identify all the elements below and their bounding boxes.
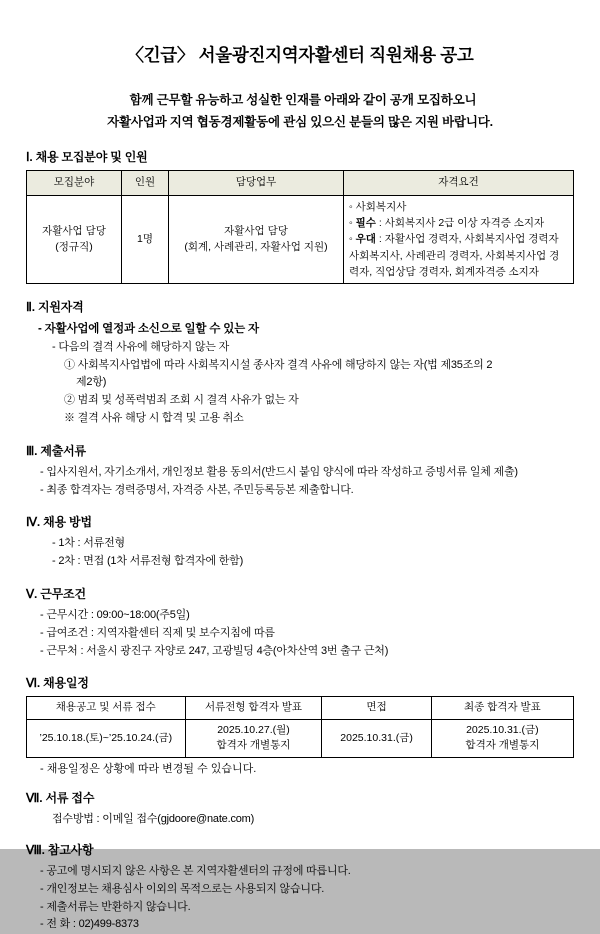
submission-line-1: 접수방법 : 이메일 접수(gjdoore@nate.com) [52,813,255,826]
section-heading-recruit: Ⅰ. 채용 모집분야 및 인원 [26,150,148,164]
schedule-note: - 채용일정은 상황에 따라 변경될 수 있습니다. [40,762,257,775]
col-final-result: 최종 합격자 발표 [431,697,573,720]
col-qualification: 자격요건 [344,171,574,196]
section-heading-submission: Ⅶ. 서류 접수 [26,791,95,806]
notes-body [26,863,574,934]
documents-body [26,464,574,500]
cell-interview-date: 2025.10.31.(금) [322,720,431,757]
notes-line-3: - 제출서류는 반환하지 않습니다. [40,900,191,913]
conditions-line-1: - 근무시간 : 09:00~18:00(주5일) [40,609,190,622]
cell-field [27,195,122,283]
col-duty: 담당업무 [169,171,344,196]
table-row [27,195,574,283]
notes-line-1: - 공고에 명시되지 않은 사항은 본 지역자활센터의 규정에 따릅니다. [40,864,351,877]
method-body [26,535,574,571]
conditions-body [26,607,574,660]
col-field: 모집분야 [27,171,122,196]
section-heading-method: Ⅳ. 채용 방법 [26,515,92,530]
eligibility-line-2: ① 사회복지사업법에 따라 사회복지시설 종사자 결격 사유에 해당하지 않는 자(법 제35조의 2 [64,358,493,371]
cell-qualification [344,195,574,283]
eligibility-line-5: ※ 결격 사유 해당 시 합격 및 고용 취소 [64,411,244,424]
col-count: 인원 [122,171,169,196]
eligibility-body [26,320,574,428]
schedule-row [27,720,574,757]
field-line-1: 자활사업 담당 [42,225,106,238]
col-interview: 면접 [322,697,431,720]
section-heading-notes: Ⅷ. 참고사항 [26,842,94,857]
table-header-row [27,171,574,196]
duty-line-1: 자활사업 담당 [224,225,288,238]
notes-line-2: - 개인정보는 채용심사 이외의 목적으로는 사용되지 않습니다. [40,882,325,895]
notes-line-4: - 전 화 : 02)499-8373 [40,918,139,931]
schedule-table [26,696,574,757]
intro-line-2: 자활사업과 지역 협동경제활동에 관심 있으신 분들의 많은 지원 바랍니다. [107,115,493,130]
section-heading-documents: Ⅲ. 제출서류 [26,443,86,458]
cell-apply-period: ’25.10.18.(토)~’25.10.24.(금) [27,720,186,757]
doc-result-date: 2025.10.27.(월) [217,724,290,737]
section-heading-conditions: Ⅴ. 근무조건 [26,587,86,602]
cell-doc-result [185,720,322,757]
eligibility-sub: - 자활사업에 열정과 소신으로 일할 수 있는 자 [38,323,259,336]
method-line-2: - 2차 : 면접 (1차 서류전형 합격자에 한함) [52,555,244,568]
field-line-2: (정규직) [55,241,93,254]
col-doc-result: 서류전형 합격자 발표 [185,697,322,720]
qualification-line-2: ◦ 필수 : 사회복지사 2급 이상 자격증 소지자 [349,217,545,230]
method-line-1: - 1차 : 서류전형 [52,537,125,550]
cell-duty [169,195,344,283]
doc-result-note: 합격자 개별통지 [216,739,291,752]
recruit-table [26,170,574,284]
final-result-date: 2025.10.31.(금) [466,724,539,737]
schedule-header-row [27,697,574,720]
cell-final-result [431,720,573,757]
qualification-line-1: ◦ 사회복지사 [349,200,407,213]
conditions-line-2: - 급여조건 : 지역자활센터 직제 및 보수지침에 따름 [40,626,275,639]
cell-count: 1명 [122,195,169,283]
conditions-line-3: - 근무처 : 서울시 광진구 자양로 247, 고광빌딩 4층(아차산역 3번 출구 근처) [40,644,389,657]
final-result-note: 합격자 개별통지 [465,739,540,752]
documents-line-2: - 최종 합격자는 경력증명서, 자격증 사본, 주민등록등본 제출합니다. [40,483,354,496]
eligibility-line-3: 제2항) [76,376,107,389]
page-title: 〈긴급〉 서울광진지역자활센터 직원채용 공고 [126,45,474,65]
duty-line-2: (회계, 사례관리, 자활사업 지원) [184,241,328,254]
qualification-line-3: ◦ 우대 : 자활사업 경력자, 사회복지사업 경력자 사회복지사, 사례관리 경력자, 사회복지사업 경력자, 직업상담 경력자, 회계자격증 소지자 [349,233,560,278]
eligibility-line-4: ② 범죄 및 성폭력범죄 조회 시 결격 사유가 없는 자 [64,394,299,407]
section-heading-eligibility: Ⅱ. 지원자격 [26,300,84,315]
col-apply: 채용공고 및 서류 접수 [27,697,186,720]
intro-line-1: 함께 근무할 유능하고 성실한 인재를 아래와 같이 공개 모집하오니 [129,93,477,108]
submission-body [26,811,574,829]
section-heading-schedule: Ⅵ. 채용일정 [26,676,89,691]
intro-paragraph [26,90,574,134]
eligibility-line-1: - 다음의 결격 사유에 해당하지 않는 자 [52,340,229,353]
documents-line-1: - 입사지원서, 자기소개서, 개인정보 활용 동의서(반드시 붙임 양식에 따라 작성하고 증빙서류 일체 제출) [40,465,518,478]
